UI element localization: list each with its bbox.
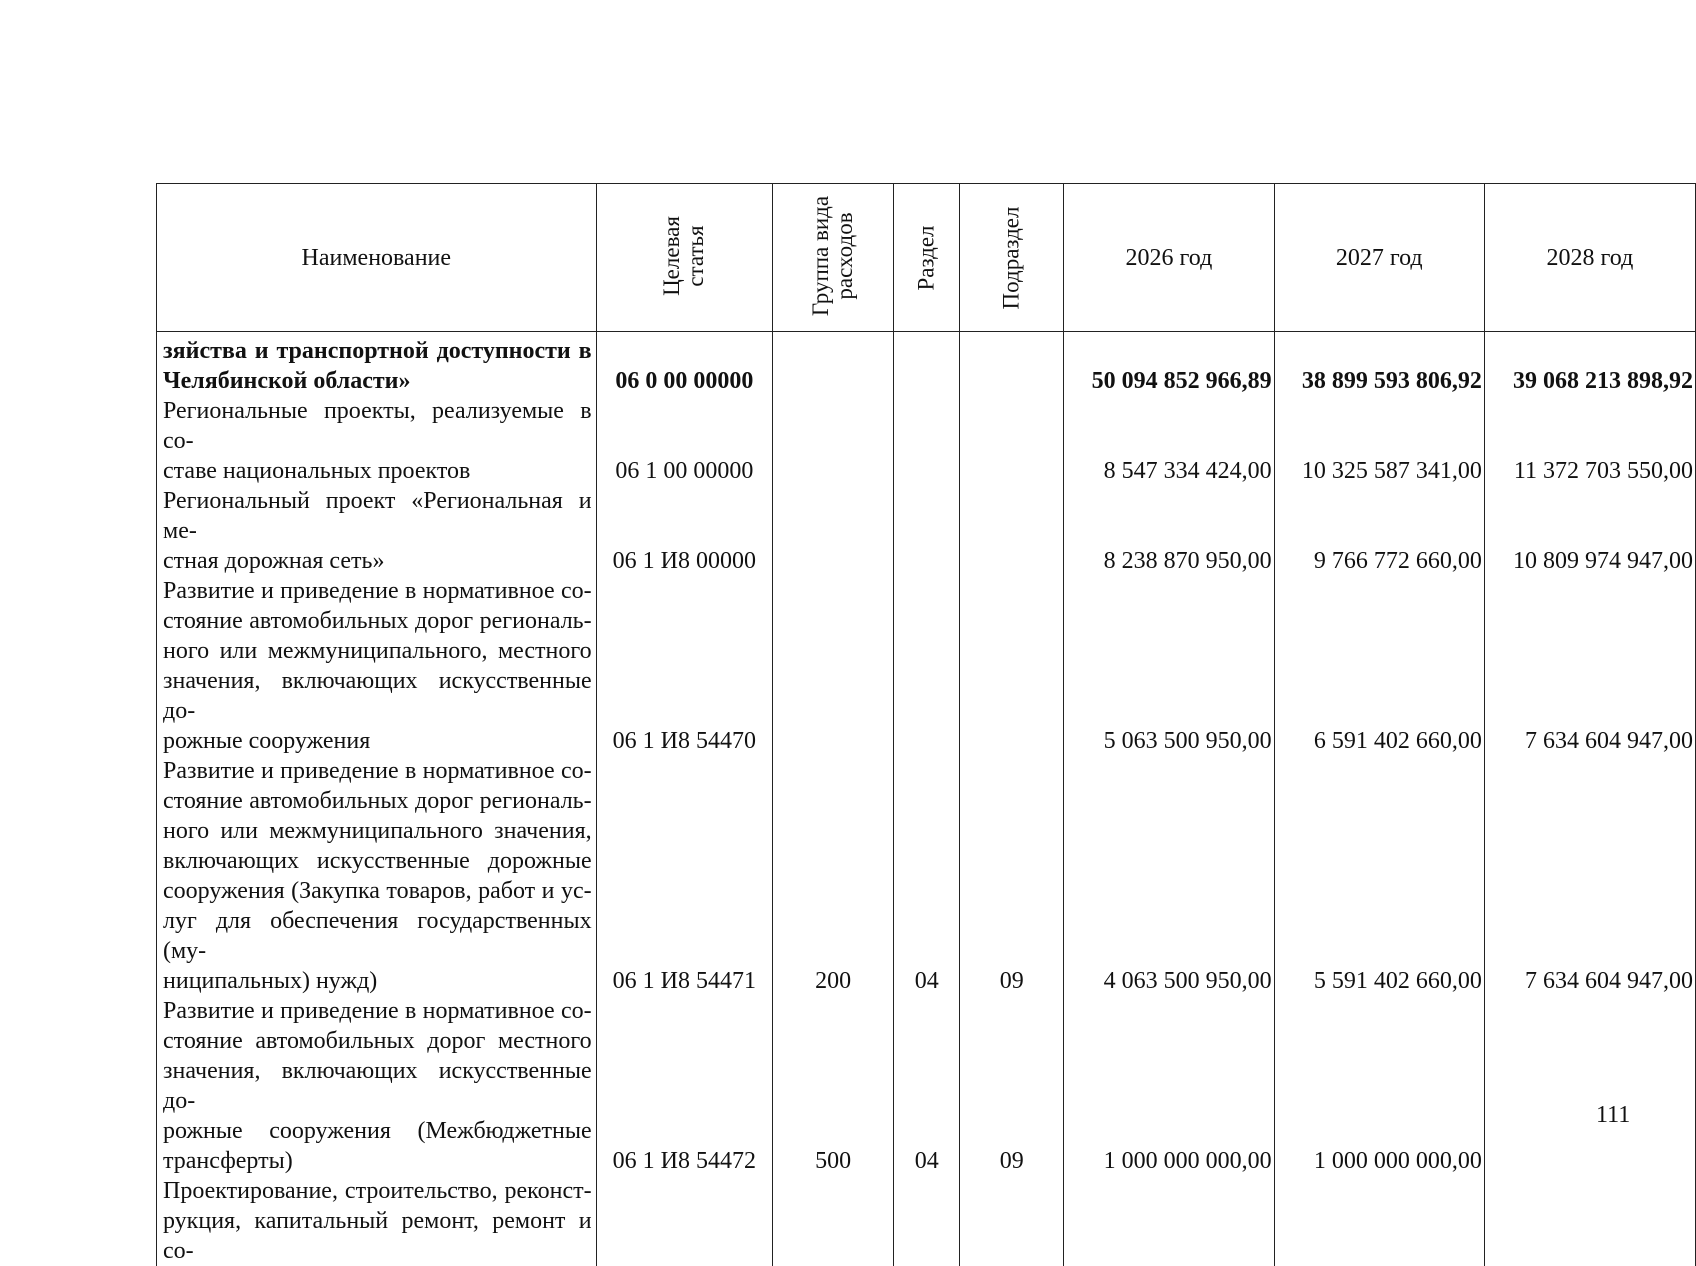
row-section: 04 [894,756,960,996]
row-target-code: 06 1 И8 54471 [596,756,772,996]
table-row [157,576,1696,756]
table-row [157,332,1696,397]
row-target-code: 06 1 И8 54472 [596,996,772,1176]
header-expense-group: Группа вида расходов [773,184,894,332]
row-name-line: зяйства и транспортной доступности в [163,338,592,364]
row-value-2027 [1274,1176,1484,1266]
row-name-line: Челябинской области» [163,368,411,394]
row-value-2028: 11 372 703 550,00 [1484,396,1695,486]
table-row [157,396,1696,486]
row-value-2028 [1484,996,1695,1176]
header-2026: 2026 год [1064,184,1274,332]
row-name-line: значения, включающих искусственные до- [163,668,592,724]
row-name-line: рукция, капитальный ремонт, ремонт и со- [163,1208,592,1264]
row-expense-group: 200 [773,756,894,996]
row-section [894,1176,960,1266]
row-name-line: трансферты) [163,1148,293,1174]
row-subsection [960,486,1064,576]
row-value-2026: 8 238 870 950,00 [1064,486,1274,576]
row-value-2028 [1484,1176,1695,1266]
row-section: 04 [894,996,960,1176]
page-number: 111 [1596,1102,1631,1128]
row-expense-group [773,332,894,397]
row-value-2027: 5 591 402 660,00 [1274,756,1484,996]
row-value-2026: 5 063 500 950,00 [1064,576,1274,756]
row-value-2028: 7 634 604 947,00 [1484,756,1695,996]
row-expense-group [773,576,894,756]
table-header-row [157,184,1696,332]
row-expense-group: 500 [773,996,894,1176]
row-name [157,756,597,996]
row-name-line: Развитие и приведение в нормативное со- [163,998,592,1024]
row-value-2026: 8 547 334 424,00 [1064,396,1274,486]
row-value-2028: 10 809 974 947,00 [1484,486,1695,576]
header-2027: 2027 год [1274,184,1484,332]
row-expense-group [773,486,894,576]
row-name-line: стояние автомобильных дорог региональ- [163,608,592,634]
row-value-2026: 50 094 852 966,89 [1064,332,1274,397]
header-target-article: Целевая статья [596,184,772,332]
row-subsection [960,1176,1064,1266]
row-section [894,396,960,486]
row-name-line: стная дорожная сеть» [163,548,385,574]
row-name-line: сооружения (Закупка товаров, работ и ус- [163,878,592,904]
row-value-2027: 9 766 772 660,00 [1274,486,1484,576]
row-subsection [960,396,1064,486]
row-name-line: Проектирование, строительство, реконст- [163,1178,592,1204]
header-subsection: Подраздел [960,184,1064,332]
header-section: Раздел [894,184,960,332]
row-value-2026 [1064,1176,1274,1266]
row-name-line: рожные сооружения (Межбюджетные [163,1118,592,1144]
row-value-2027: 38 899 593 806,92 [1274,332,1484,397]
row-name-line: ного или межмуниципального значения, [163,818,592,844]
row-value-2028: 39 068 213 898,92 [1484,332,1695,397]
row-expense-group [773,396,894,486]
row-name [157,1176,597,1266]
row-value-2027: 6 591 402 660,00 [1274,576,1484,756]
row-name [157,996,597,1176]
row-name-line: рожные сооружения [163,728,371,754]
row-name-line: включающих искусственные дорожные [163,848,592,874]
row-name-line: луг для обеспечения государственных (му- [163,908,592,964]
budget-table [156,183,1696,1266]
row-name [157,486,597,576]
row-name-line: Развитие и приведение в нормативное со- [163,578,592,604]
row-value-2027: 1 000 000 000,00 [1274,996,1484,1176]
header-2028: 2028 год [1484,184,1695,332]
row-name-line: ставе национальных проектов [163,458,471,484]
row-section [894,486,960,576]
row-target-code: 06 1 И8 00000 [596,486,772,576]
row-name [157,332,597,397]
row-section [894,332,960,397]
row-value-2026: 4 063 500 950,00 [1064,756,1274,996]
table-row [157,996,1696,1176]
row-value-2026: 1 000 000 000,00 [1064,996,1274,1176]
row-target-code [596,1176,772,1266]
row-expense-group [773,1176,894,1266]
row-value-2028: 7 634 604 947,00 [1484,576,1695,756]
row-name-line: Региональный проект «Региональная и ме- [163,488,592,544]
row-name-line: стояние автомобильных дорог местного [163,1028,592,1054]
row-name-line: Развитие и приведение в нормативное со- [163,758,592,784]
table-row [157,1176,1696,1266]
row-name-line: ниципальных) нужд) [163,968,378,994]
row-value-2027: 10 325 587 341,00 [1274,396,1484,486]
header-name: Наименование [157,184,597,332]
row-name-line: стояние автомобильных дорог региональ- [163,788,592,814]
row-name-line: Региональные проекты, реализуемые в со- [163,398,592,454]
row-target-code: 06 0 00 00000 [596,332,772,397]
row-subsection [960,576,1064,756]
table-row [157,756,1696,996]
row-name [157,396,597,486]
row-subsection: 09 [960,756,1064,996]
row-subsection [960,332,1064,397]
row-subsection: 09 [960,996,1064,1176]
row-name-line: значения, включающих искусственные до- [163,1058,592,1114]
row-name [157,576,597,756]
row-section [894,576,960,756]
table-row [157,486,1696,576]
row-target-code: 06 1 И8 54470 [596,576,772,756]
row-target-code: 06 1 00 00000 [596,396,772,486]
row-name-line: ного или межмуниципального, местного [163,638,592,664]
